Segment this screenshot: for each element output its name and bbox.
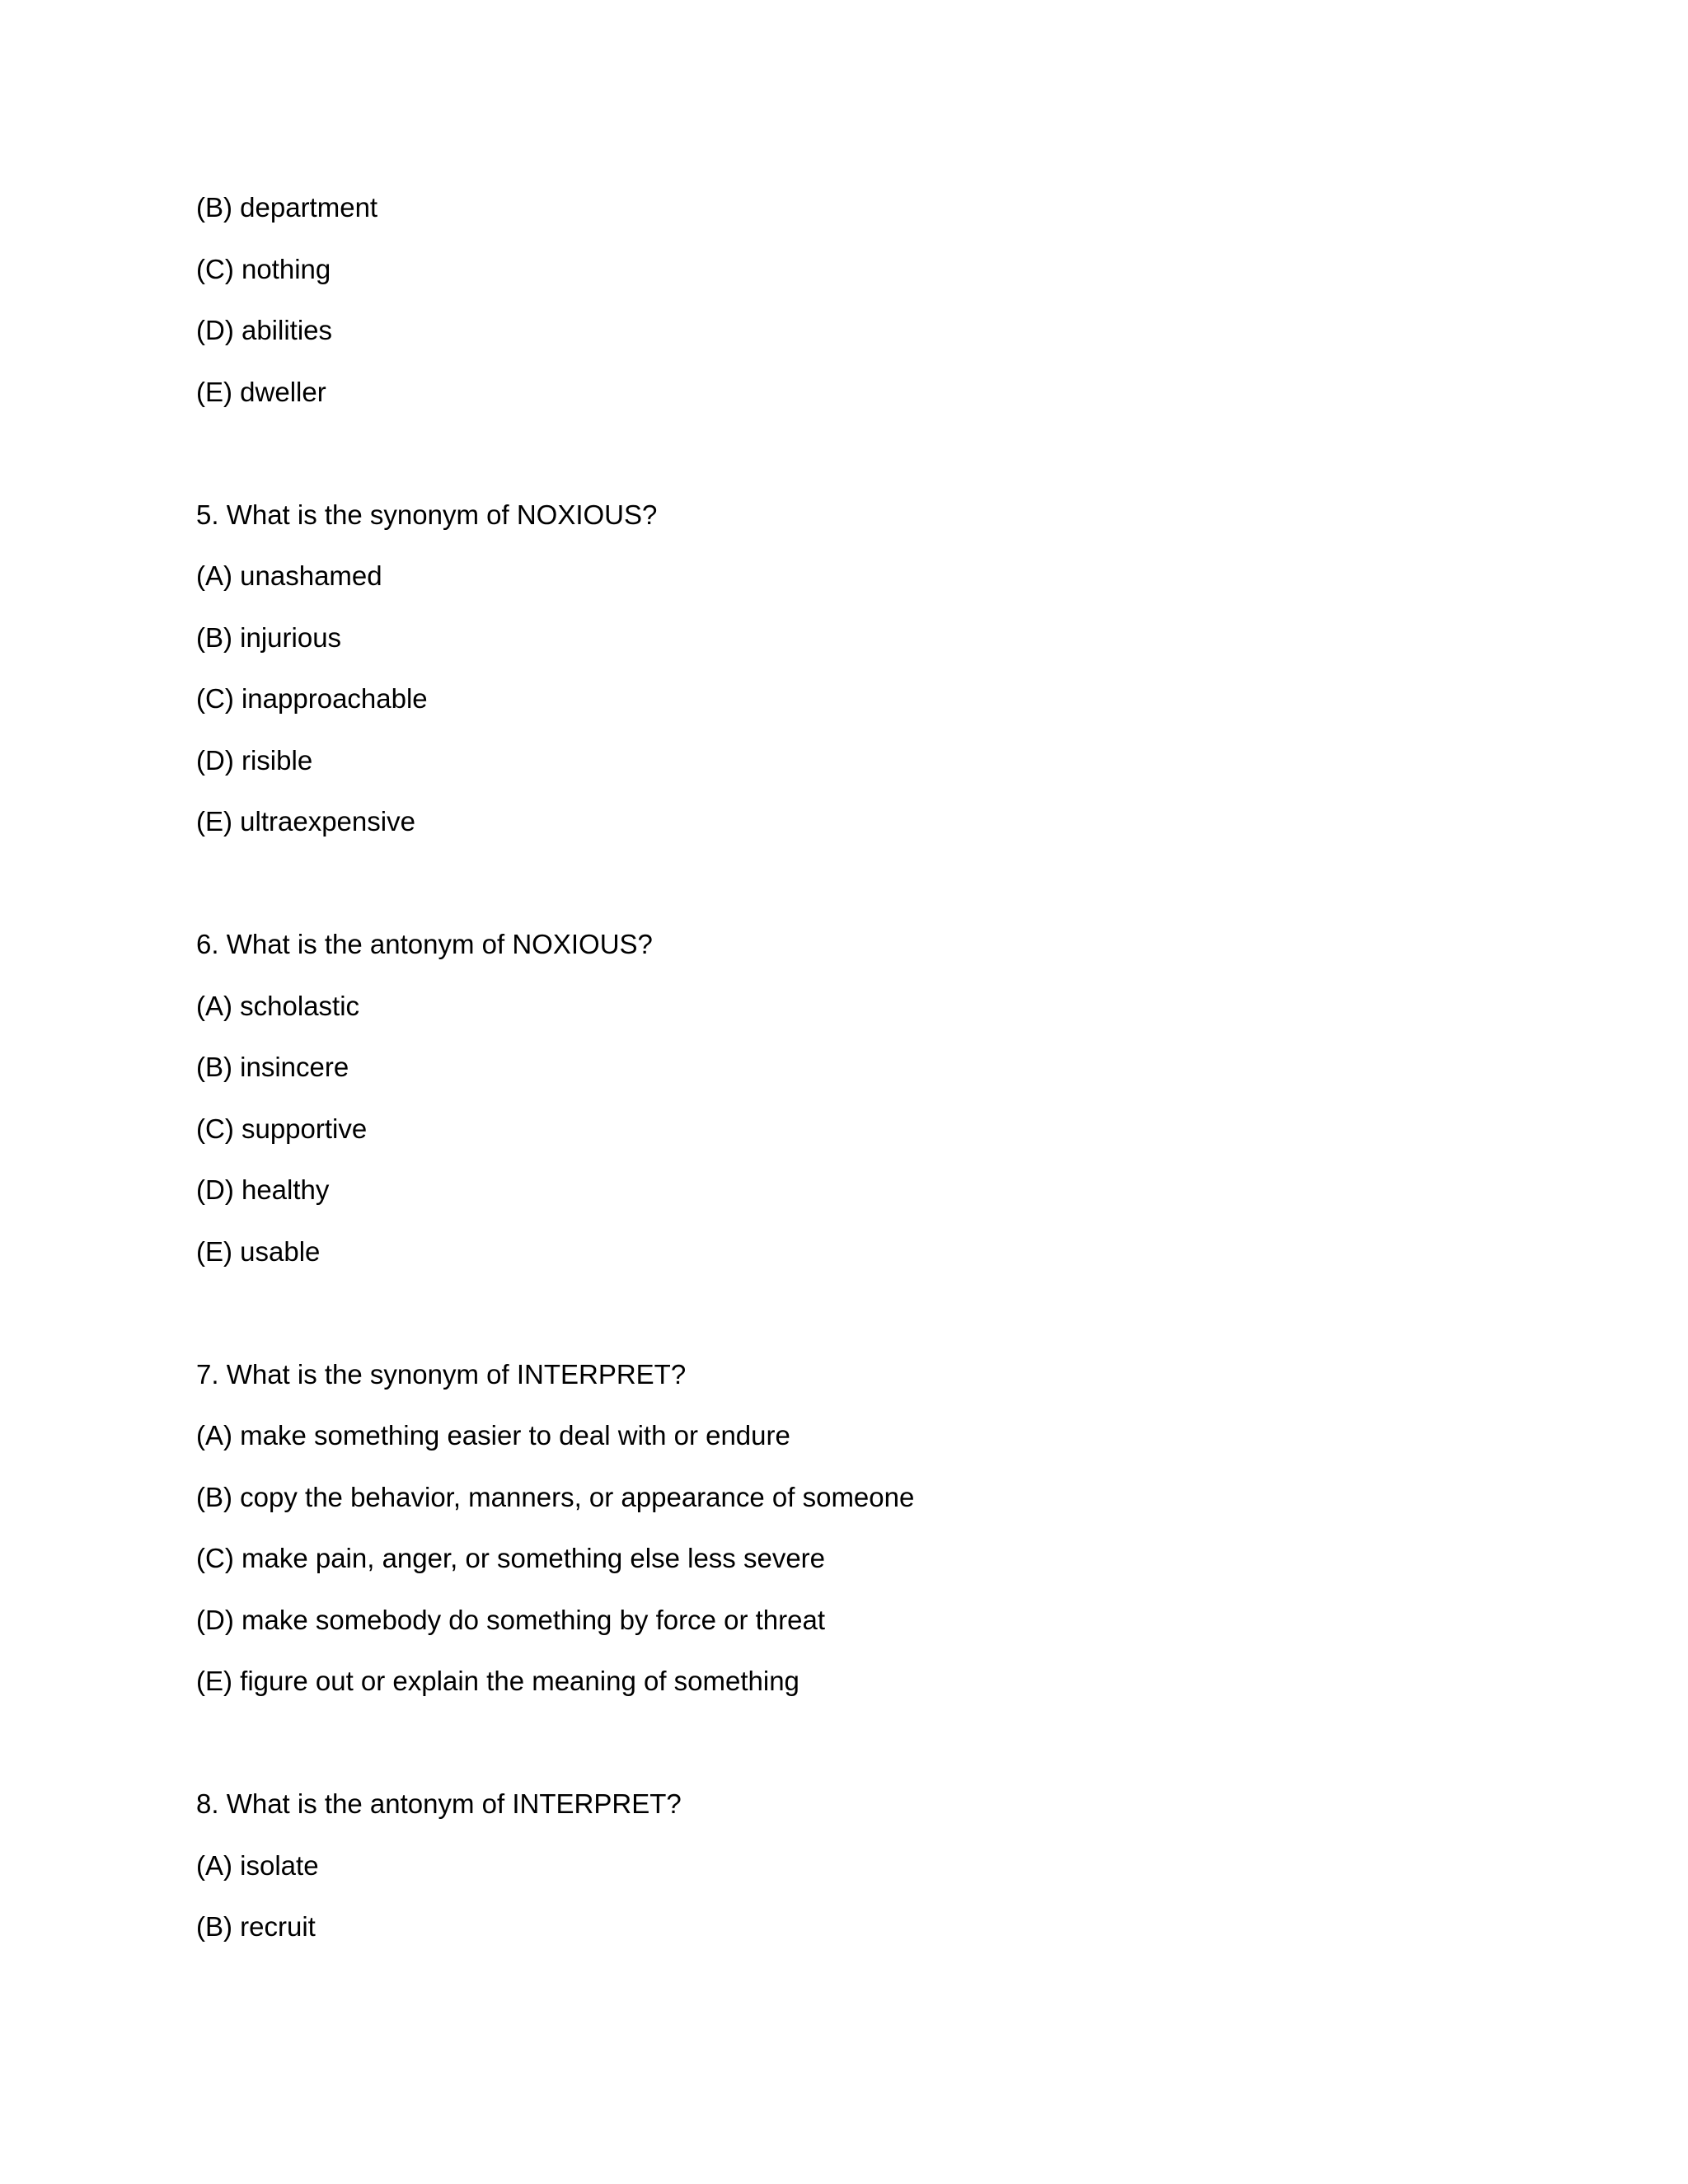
spacer <box>196 1727 1515 1788</box>
answer-option: (A) isolate <box>196 1849 319 1881</box>
answer-option: (B) department <box>196 192 378 223</box>
answer-option: (A) make something easier to deal with or endure <box>196 1420 790 1451</box>
question-prompt: 5. What is the synonym of NOXIOUS? <box>196 499 658 530</box>
answer-option: (C) make pain, anger, or something else less severe <box>196 1543 826 1573</box>
answer-option: (C) inapproachable <box>196 683 428 714</box>
answer-option: (C) nothing <box>196 253 331 284</box>
question-7 <box>196 1358 1515 1699</box>
question-4-options <box>196 191 1515 409</box>
answer-option: (A) unashamed <box>196 560 382 591</box>
answer-option: (C) supportive <box>196 1113 368 1144</box>
answer-option: (A) scholastic <box>196 990 360 1021</box>
question-prompt: 6. What is the antonym of NOXIOUS? <box>196 929 653 959</box>
answer-option: (D) abilities <box>196 315 333 345</box>
answer-option: (B) copy the behavior, manners, or appearance of someone <box>196 1481 915 1512</box>
spacer <box>196 1296 1515 1358</box>
question-5 <box>196 499 1515 839</box>
answer-option: (E) ultraexpensive <box>196 806 415 837</box>
question-prompt: 7. What is the synonym of INTERPRET? <box>196 1358 687 1390</box>
answer-option: (B) injurious <box>196 621 342 653</box>
answer-option: (D) healthy <box>196 1174 330 1205</box>
answer-option: (E) dweller <box>196 376 326 407</box>
question-prompt: 8. What is the antonym of INTERPRET? <box>196 1788 682 1819</box>
spacer <box>196 437 1515 499</box>
answer-option: (D) make somebody do something by force or threat <box>196 1604 826 1635</box>
answer-option: (B) recruit <box>196 1911 316 1942</box>
question-6 <box>196 928 1515 1268</box>
spacer <box>196 867 1515 929</box>
answer-option: (E) figure out or explain the meaning of something <box>196 1666 799 1696</box>
quiz-content <box>196 191 1515 1972</box>
answer-option: (E) usable <box>196 1235 321 1267</box>
question-8 <box>196 1788 1515 1943</box>
answer-option: (D) risible <box>196 744 313 776</box>
answer-option: (B) insincere <box>196 1052 349 1082</box>
